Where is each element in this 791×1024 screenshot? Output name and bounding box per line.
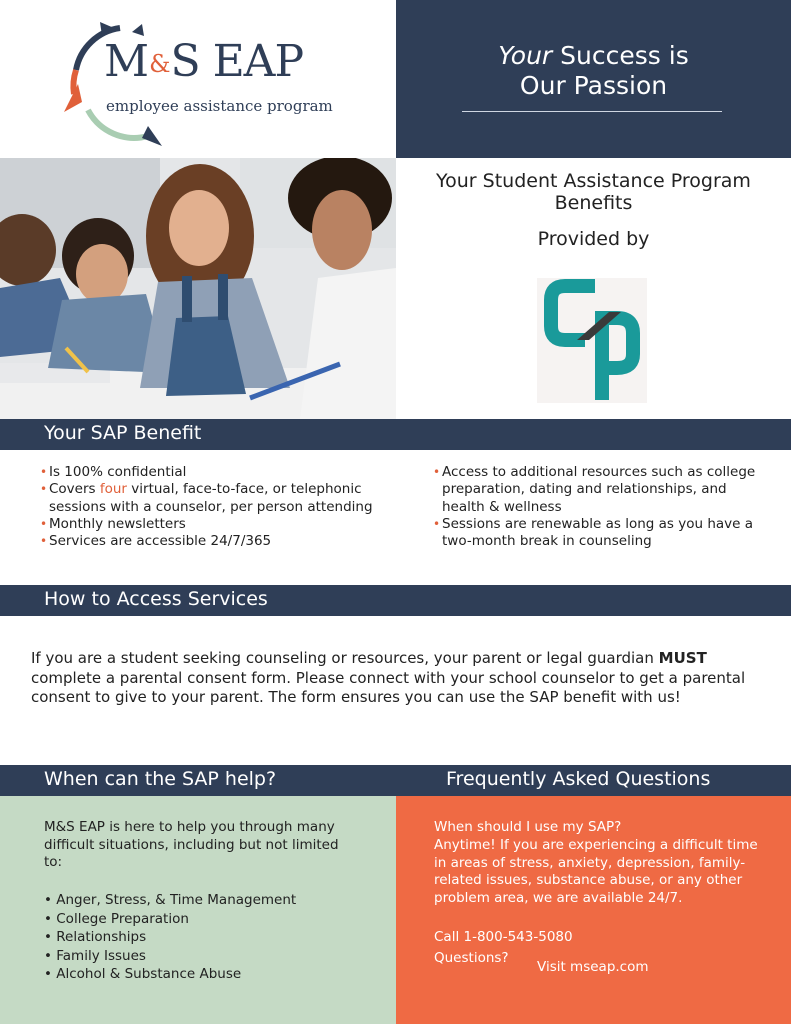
list-item: • Covers four virtual, face-to-face, or telephonic sessions with a counselor, per person attending <box>40 481 400 516</box>
students-photo <box>0 158 396 419</box>
cp-logo <box>537 278 647 403</box>
faq-panel <box>396 796 791 1024</box>
faq-answer: Anytime! If you are experiencing a difficult time in areas of stress, anxiety, depression, family-related issues, substance abuse, or any other problem area, we are available 24/7. <box>434 837 758 906</box>
help-list <box>44 891 296 984</box>
list-item: • Relationships <box>44 929 147 946</box>
provider-title: Your Student Assistance Program Benefits <box>436 170 751 215</box>
list-item: • Anger, Stress, & Time Management <box>44 892 297 908</box>
access-paragraph: If you are a student seeking counseling or resources, your parent or legal guardian MUST complete a parental consent form. Please connect with your school counselor to get a parental consent to give to your parent. The form ensures you can use the SAP benefit with us! <box>31 649 746 706</box>
list-item: • Access to additional resources such as college preparation, dating and relationships, and health & wellness <box>433 464 763 516</box>
list-item: • Is 100% confidential <box>40 464 400 481</box>
divider <box>462 111 722 112</box>
tagline-panel <box>396 0 791 158</box>
list-item: • College Preparation <box>44 910 189 927</box>
website-link[interactable]: Visit mseap.com <box>537 959 649 975</box>
tagline-line-2: Our Passion <box>519 71 668 100</box>
faq-question: When should I use my SAP? <box>434 819 622 835</box>
help-heading: When can the SAP help? <box>44 768 277 790</box>
benefit-list-right <box>433 464 763 550</box>
benefit-list-left <box>40 464 400 550</box>
phone-link[interactable]: Call 1-800-543-5080 <box>434 929 573 945</box>
logo-wordmark: M&S EAP <box>104 36 304 87</box>
sap-benefit-bar <box>0 419 791 450</box>
logo-subtitle: employee assistance program <box>106 97 333 115</box>
provider-panel <box>396 158 791 419</box>
list-item: • Services are accessible 24/7/365 <box>40 533 400 550</box>
list-item: • Sessions are renewable as long as you have a two-month break in counseling <box>433 516 763 551</box>
help-intro: M&S EAP is here to help you through many difficult situations, including but not limited to: <box>44 819 339 870</box>
tagline-line-1: Your Success is <box>498 41 689 70</box>
faq-heading: Frequently Asked Questions <box>446 768 711 790</box>
bottom-heading-bar <box>0 765 791 796</box>
list-item: • Family Issues <box>44 947 146 964</box>
list-item: • Alcohol & Substance Abuse <box>44 966 242 983</box>
sap-benefit-heading: Your SAP Benefit <box>44 422 202 444</box>
provided-by-label: Provided by <box>537 228 650 250</box>
questions-label: Questions? <box>434 950 509 966</box>
access-services-heading: How to Access Services <box>44 588 268 610</box>
list-item: • Monthly newsletters <box>40 516 400 533</box>
access-services-bar <box>0 585 791 616</box>
ms-eap-logo <box>0 0 396 158</box>
help-panel <box>0 796 396 1024</box>
